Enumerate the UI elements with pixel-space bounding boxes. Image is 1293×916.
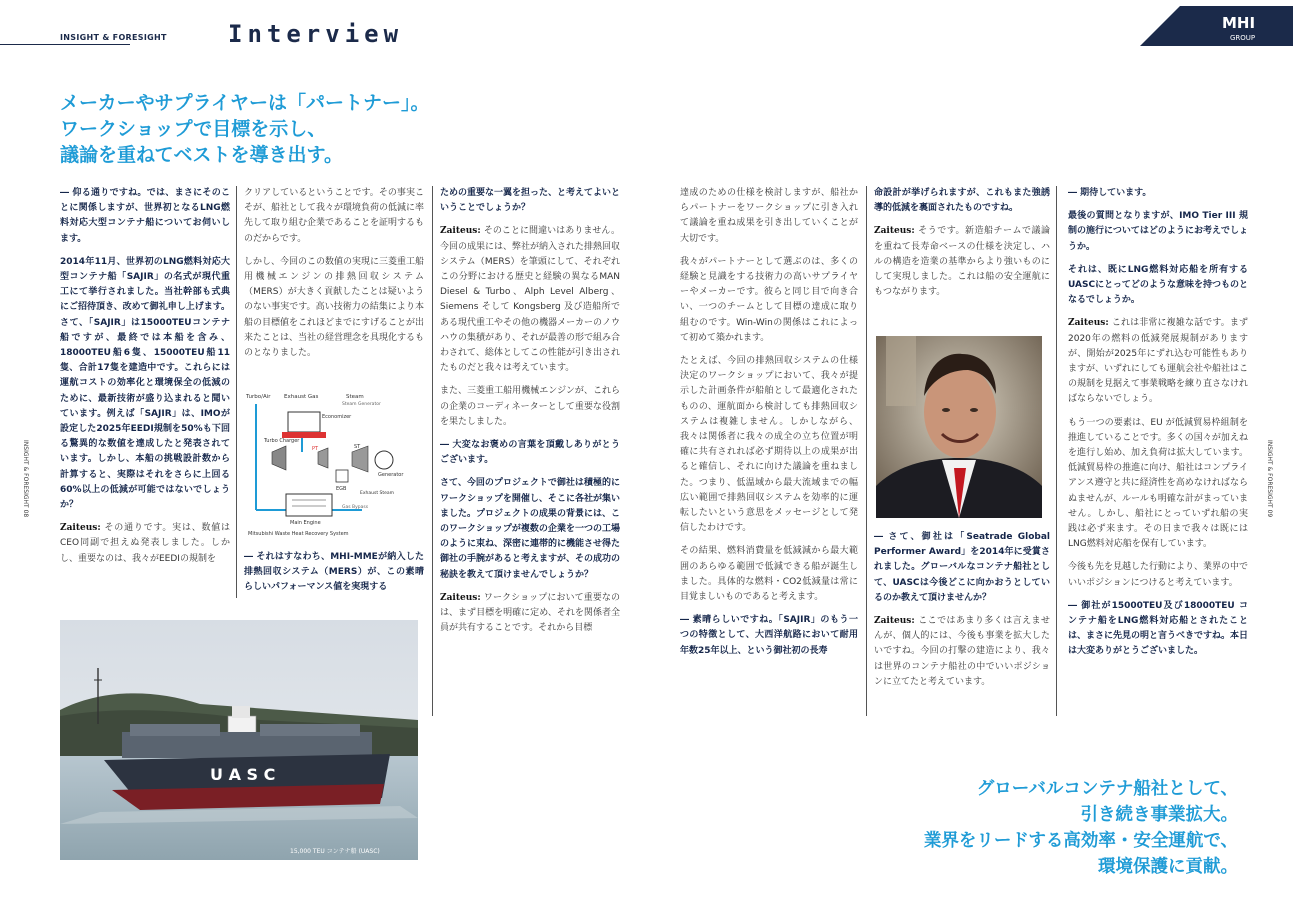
- paragraph-text: もう一つの要素は、EU が低減貿易枠組制を推進していることです。多くの国々が加えねを進行し始め、加え負荷は拡大しています。低減貿易枠の推進に向け、船社はコンプライアンス遵守と共に経済性を高めなければならぬませんが、ルールも明確な計がまっていません。しかし、船社にとっていずれ船の実践は必ず来ます。その日まで我々は既にはLNG燃料対応船を保有しています。: [1068, 417, 1248, 550]
- interview-question: [244, 550, 424, 596]
- page-title: Interview: [228, 20, 404, 48]
- interview-answer: [440, 224, 620, 376]
- diagram-label-steam: Steam: [346, 394, 364, 400]
- diagram-label-exhaust-steam: Exhaust Steam: [360, 491, 395, 496]
- interview-question: [680, 613, 858, 659]
- diagram-label-main-engine: Main Engine: [290, 520, 321, 526]
- interview-answer: [440, 591, 620, 637]
- column-divider: [432, 186, 433, 716]
- headline: [60, 90, 480, 168]
- closing-statement: [858, 776, 1238, 880]
- side-tab-right: INSIGHT & FORESIGHT 09: [1266, 440, 1273, 518]
- paragraph-text: しかし、今回のこの数値の実現に三菱重工船用機械エンジンの排熱回収システム（MERS）が大きく貢献したことは疑いようのない事実です。高い技術力の結集により本船の目標値をこれほどまでにすげることが出来たことは、当社の経営理念を具現化するものとなりました。: [244, 256, 424, 359]
- closing-line1: グローバルコンテナ船社として、: [976, 779, 1238, 799]
- paragraph-text: ― 期待しています。: [1068, 188, 1152, 198]
- diagram-label-turbo: Turbo Charger: [264, 438, 300, 444]
- interview-question: [1068, 209, 1248, 255]
- diagram-label-gas-bypass: Gas Bypass: [342, 505, 369, 510]
- paragraph-text: その結果、燃料消費量を低減減から最大範囲のあらゆる範囲で低減できる船が誕生しました。具体的な燃料・CO2低減量は常に目覚ましいものであると考えます。: [680, 546, 858, 603]
- speaker-name: Zaiteus:: [60, 523, 105, 534]
- speaker-name: Zaiteus:: [1068, 318, 1112, 329]
- speaker-name: Zaiteus:: [874, 616, 919, 627]
- logo-text: MHI: [1222, 14, 1256, 32]
- speaker-name: Zaiteus:: [440, 226, 484, 237]
- diagram-label-st: ST: [354, 444, 361, 450]
- header-rule: [0, 44, 130, 45]
- headline-line3: 議論を重ねてベストを導き出す。: [60, 144, 344, 166]
- diagram-label-air: Turbo/Air: [246, 394, 271, 400]
- interview-question: [1068, 599, 1248, 660]
- headline-line2: ワークショップで目標を示し、: [60, 118, 327, 140]
- closing-line2: 引き続き事業拡大。: [1080, 805, 1238, 825]
- speaker-name: Zaiteus:: [874, 226, 919, 237]
- interview-answer: [440, 384, 620, 430]
- text-column-5-top: [874, 186, 1050, 326]
- interview-question: [440, 186, 620, 216]
- headline-line1: メーカーやサプライヤーは「パートナー」。: [60, 92, 430, 114]
- interview-answer: [1068, 416, 1248, 553]
- paragraph-text: その通りです。実は、数値はCEO同副で担えぬ発表しました。しかし、重要なのは、我々がEEDIの規制を: [60, 523, 230, 564]
- text-column-1: [60, 186, 230, 598]
- column-divider: [236, 186, 237, 598]
- paragraph-text: ― 仰る通りですね。では、まさにそのことに関係しますが、世界初となるLNG燃料対応大型コンテナ船についてお伺いします。: [60, 188, 230, 244]
- logo-subtext: GROUP: [1230, 34, 1256, 42]
- interview-question: [1068, 263, 1248, 309]
- interview-question: [874, 530, 1050, 606]
- text-column-3: [440, 186, 620, 716]
- interview-question: [440, 438, 620, 468]
- paragraph-text: ここではあまり多くは言えませんが、個人的には、今後も事業を拡大したいですね。今回の打撃の建造により、我々は世界のコンテナ船社の中でいいポジションに立てたと考えています。: [874, 616, 1050, 687]
- interview-answer: [874, 224, 1050, 300]
- diagram-caption: Mitsubishi Waste Heat Recovery System: [248, 531, 349, 537]
- heat-recovery-diagram: [242, 390, 418, 538]
- diagram-label-egb: EGB: [336, 486, 347, 492]
- section-label: INSIGHT & FORESIGHT: [60, 33, 167, 42]
- interview-question: [60, 186, 230, 247]
- paragraph-text: クリアしているということです。その事実こそが、船社として我々が環境負荷の低減に率先して取り組む企業であることを証明するものだからです。: [244, 188, 424, 244]
- interview-answer: [680, 544, 858, 605]
- diagram-label-pt: PT: [312, 446, 319, 452]
- paragraph-text: 2014年11月、世界初のLNG燃料対応大型コンテナ船「SAJIR」の名式が現代重工にて挙行されました。当社幹部も式典にご招待頂き、改めて御礼申し上げます。さて、「SAJIR」は15000TEUコンテナ船ですが、最終では本船を含み、18000TEU船6隻、15000TEU船11隻、合計17隻を建造中です。これらには運航コストの効率化と環境保全の低減のために、最新技術が盛り込まれると聞いています。例えば「SAJIR」は、IMOが設定した2025年EEDI規制を50%も下回る驚異的な数値を達成したと発表されています。しかし、本船の挑戦設計数から計算すると、実際はそれをさらに上回る60%以上の低減が可能ではないでしょうか？: [60, 256, 230, 511]
- interview-question: [440, 476, 620, 582]
- paragraph-text: 最後の質問となりますが、IMO Tier III 規制の施行についてはどのようにお考えでしょうか。: [1068, 211, 1248, 252]
- ship-hull-text: U A S C: [210, 765, 276, 784]
- interview-question: [1068, 186, 1248, 201]
- diagram-label-steam-sub: Steam Generator: [342, 402, 381, 407]
- ship-photo: [60, 620, 418, 860]
- interview-answer: [874, 614, 1050, 690]
- paragraph-text: これは非常に複雑な話です。まず2020年の燃料の低減発展規制がありますが、開始が2025年にずれ込む可能性もありますが、いずれにしても運航会社や船社はこの規制を見据えて事業戦略を練り直さなければならないでしょう。: [1068, 318, 1248, 405]
- text-column-2-question: [244, 550, 424, 600]
- interview-answer: [60, 521, 230, 567]
- diagram-label-exhaust: Exhaust Gas: [284, 394, 319, 400]
- paragraph-text: そのことに間違いはありません。今回の成果には、弊社が納入された排熱回収システム（MERS）を筆頭にして、それぞれこの分野における歴史と経験の異なるMAN Diesel & Turbo、Alph Level Alberg、Siemens そして Kongsberg 及び造船所である現代重工やその他の機器メーカーのノウハウの集積があり、それが最善の形で組み合わされて、総体としてこの性能が引き出されたものだと我々は考えています。: [440, 226, 620, 374]
- paragraph-text: また、三菱重工船用機械エンジンが、これらの企業のコーディネーターとして重要な役割を果たしました。: [440, 386, 620, 427]
- column-divider: [866, 186, 867, 716]
- paragraph-text: たとえば、今回の排熱回収システムの仕様決定のワークショップにおいて、我々が提示した計画条件が船舶として最適化されたものの、運航面から検討しても排熱回収システムは複雑しません。しかしながら、我々は関係者に我々の成全の立ち位置が明確に共有されれば必ず期待以上の成果が出ると確信し、それに向けた議論を重ねました。つまり、低温域から最大流域までの幅広い範囲で排熱回収システムを効率的に運転したいという意思をメッセージとして発信したわけです。: [680, 356, 858, 534]
- text-column-5-bottom: [874, 530, 1050, 720]
- interviewee-portrait: [876, 336, 1042, 518]
- speaker-name: Zaiteus:: [440, 592, 484, 603]
- text-column-4: [680, 186, 858, 716]
- paragraph-text: それは、既にLNG燃料対応船を所有するUASCにとってどのような意味を持つものとなるでしょうか。: [1068, 264, 1248, 306]
- paragraph-text: ― さて、御社は「Seatrade Global Performer Award」を2014年に受賞されました。グローバルなコンテナ船社として、UASCは今後どこに向かおうとしているのか教えて頂けませんか？: [874, 532, 1050, 603]
- interview-question: [874, 186, 1050, 216]
- text-column-6: [1068, 186, 1248, 716]
- paragraph-text: ワークショップにおいて重要なのは、まず目標を明確に定め、それを関係者全員が共有することです。それから目標: [440, 592, 620, 634]
- interview-answer: [244, 186, 424, 247]
- diagram-label-economizer: Economizer: [322, 414, 352, 420]
- paragraph-text: さて、今回のプロジェクトで御社は積極的にワークショップを開催し、そこに各社が集いました。プロジェクトの成果の背景には、このワークショップが複数の企業を一つの工場のように束ね、深密に連帯的に機能させ得た御社の手腕があると考えますが、その成功の秘訣を教えて頂けませんでしょうか？: [440, 478, 620, 580]
- paragraph-text: 達成のための仕様を検討しますが、船社からパートナーをワークショップに引き入れて議論を重ね成果を引き出していくことが大切です。: [680, 188, 858, 244]
- side-tab-left: INSIGHT & FORESIGHT 08: [22, 440, 29, 518]
- text-column-2: [244, 186, 424, 386]
- paragraph-text: 我々がパートナーとして選ぶのは、多くの経験と見識をする技術力の高いサプライヤーやメーカーです。彼らと同じ目で向き合い、一つのチームとして目標の達成に取り組むのです。Win-Winの関係はこれによって初めて築かれます。: [680, 256, 858, 343]
- column-divider: [1056, 186, 1057, 716]
- interview-answer: [680, 186, 858, 247]
- mhi-logo: [1140, 6, 1293, 46]
- ship-photo-caption: 15,000 TEU コンテナ船 (UASC): [290, 848, 380, 855]
- closing-line3: 業界をリードする高効率・安全運航で、: [923, 831, 1238, 851]
- interview-answer: [244, 255, 424, 361]
- paragraph-text: そうです。新造船チームで議論を重ねて長寿命ベースの仕様を決定し、ハルの構造を造業の基準からより強いものにして実現しました。これは船の安全運航にもつながります。: [874, 226, 1050, 298]
- interview-answer: [1068, 560, 1248, 590]
- paragraph-text: 命設計が挙げられますが、これもまた強誘導的低減を裏面されたものですね。: [874, 188, 1050, 214]
- interview-answer: [680, 255, 858, 346]
- paragraph-text: ための重要な一翼を担った、と考えてよいということでしょうか？: [440, 188, 620, 214]
- paragraph-text: ― それはすなわち、MHI-MMEが納入した排熱回収システム（MERS）が、この素晴らしいパフォーマンス値を実現する: [244, 552, 424, 593]
- paragraph-text: ― 大変なお褒めの言葉を頂戴しありがとうございます。: [440, 440, 620, 466]
- interview-answer: [680, 354, 858, 536]
- interview-answer: [1068, 316, 1248, 407]
- paragraph-text: ― 素晴らしいですね。「SAJIR」のもう一つの特徴として、大西洋航路において耐用年数25年以上、という御社初の長寿: [680, 615, 858, 656]
- paragraph-text: 今後も先を見越した行動により、業界の中でいいポジションにつけると考えています。: [1068, 562, 1248, 588]
- closing-line4: 環境保護に貢献。: [1098, 857, 1238, 877]
- diagram-label-generator: Generator: [378, 472, 404, 478]
- paragraph-text: ― 御社が15000TEU及び18000TEU コンテナ船をLNG燃料対応船とされたことは、まさに先見の明と言うべきですね。本日は大変ありがとうございました。: [1068, 600, 1248, 657]
- interview-question: [60, 255, 230, 513]
